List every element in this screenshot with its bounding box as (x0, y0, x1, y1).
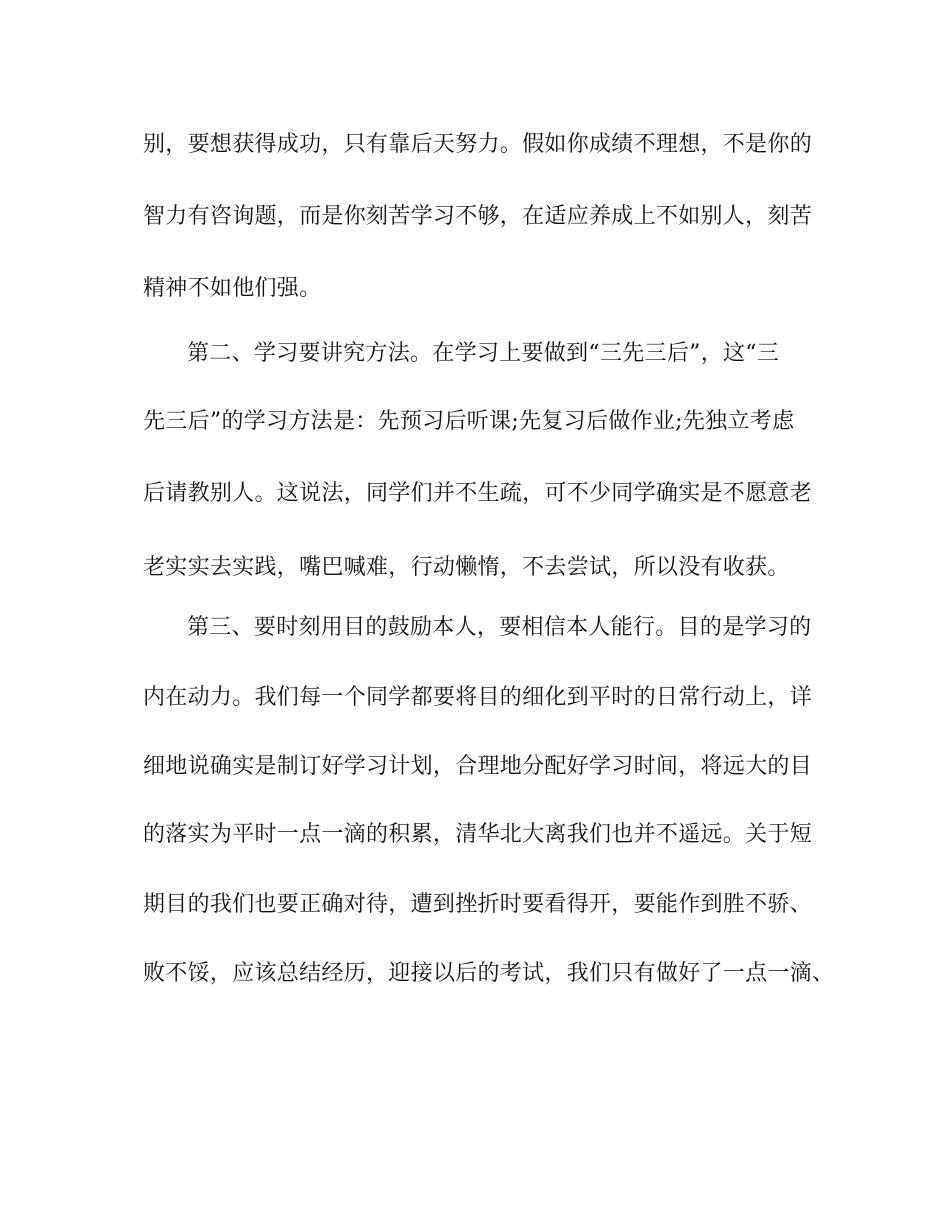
paragraph-line: 细地说确实是制订好学习计划，合理地分配好学习时间，将远大的目 (143, 754, 813, 779)
paragraph-line: 期目的我们也要正确对待，遭到挫折时要看得开，要能作到胜不骄、 (143, 892, 813, 917)
paragraph-line: 的落实为平时一点一滴的积累，清华北大离我们也并不遥远。关于短 (143, 822, 813, 847)
paragraph-line: 内在动力。我们每一个同学都要将目的细化到平时的日常行动上，详 (143, 685, 813, 710)
paragraph-line: 败不馁，应该总结经历，迎接以后的考试，我们只有做好了一点一滴、 (143, 961, 835, 986)
paragraph-line: 后请教别人。这说法，同学们并不生疏，可不少同学确实是不愿意老 (143, 481, 813, 506)
paragraph-line: 精神不如他们强。 (143, 276, 322, 301)
paragraph-line: 先三后”的学习方法是：先预习后听课;先复习后做作业;先独立考虑 (143, 409, 795, 434)
paragraph-line: 第二、学习要讲究方法。在学习上要做到“三先三后”，这“三 (187, 341, 780, 366)
paragraph-line: 第三、要时刻用目的鼓励本人，要相信本人能行。目的是学习的 (187, 615, 812, 640)
paragraph-line: 别，要想获得成功，只有靠后天努力。假如你成绩不理想，不是你的 (143, 132, 813, 157)
paragraph-line: 老实实去实践，嘴巴喊难，行动懒惰，不去尝试，所以没有收获。 (143, 555, 790, 580)
paragraph-line: 智力有咨询题，而是你刻苦学习不够，在适应养成上不如别人，刻苦 (143, 204, 813, 229)
